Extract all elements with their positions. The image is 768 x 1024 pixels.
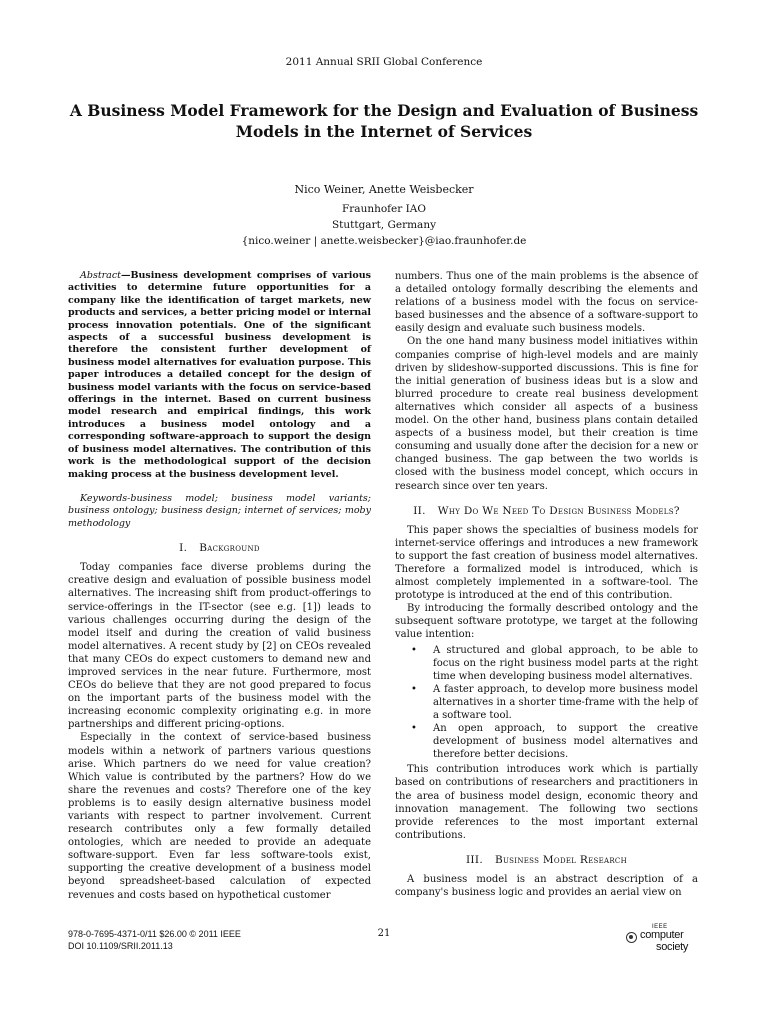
conference-header: 2011 Annual SRII Global Conference bbox=[285, 56, 483, 68]
left-column bbox=[68, 270, 371, 902]
list-item-text: An open approach, to support the creative development of business model alternatives and therefore better decisions. bbox=[433, 723, 698, 761]
paragraph: Especially in the context of service-based business models within a network of partners various questions arise. Which partners do we need for value creation? Which value is contributed by the partners? How do we share the revenues and costs? Therefore one of the key problems is to easily design alternative business model variants with respect to partner involvement. Current research contributes only a few formally detailed ontologies, which are needed to provide an adequate software-support. Even far less software-tools exist, supporting the creative development of a business model beyond spreadsheet-based calculation of expected revenues and costs based on hypothetical customer bbox=[68, 732, 371, 901]
paragraph: A business model is an abstract description of a company's business logic and provides an aerial view on bbox=[395, 874, 698, 899]
abstract bbox=[68, 270, 371, 481]
list-item-text: A structured and global approach, to be able to focus on the right business model parts at the right time when developing business model alternatives. bbox=[433, 644, 698, 682]
keywords: Keywords-business model; business model variants; business ontology; business design; internet of services; moby methodology bbox=[68, 492, 371, 529]
bullet-list bbox=[395, 644, 698, 762]
section-title: Why Do We Need To Design Business Models? bbox=[437, 504, 680, 517]
affiliation-city: Stuttgart, Germany bbox=[331, 219, 437, 231]
bullet-icon: • bbox=[411, 644, 417, 656]
section-title: Business Model Research bbox=[494, 853, 627, 866]
paragraph: On the one hand many business model initiatives within companies comprise of high-level models and are mainly driven by slideshow-supported discussions. This is fine for the initial generation of business ideas but is a slow and blurred procedure to create real business development alternatives which consider all aspects of a business model. On the other hand, business plans contain detailed aspects of a business model, but their creation is time consuming and usually done after the decision for a new or changed business. The gap between the two worlds is closed with the business model concept, which occurs in research since over ten years. bbox=[395, 336, 698, 492]
paragraph: This paper shows the specialties of business models for internet-service offerings and introduces a new framework to support the fast creation of business model alternatives. Therefore a formalized model is introduced, which is almost completely implemented in a software-tool. The prototype is introduced at the end of this contribution. bbox=[395, 524, 698, 602]
list-item-text: A faster approach, to develop more business model alternatives in a shorter time-frame with the help of a software tool. bbox=[433, 683, 698, 721]
society-logo-icon bbox=[626, 932, 637, 943]
page-number: 21 bbox=[377, 928, 391, 939]
abstract-text: —Business development comprises of various activities to determine future opportunities for a company like the identification of target markets, new products and services, a better pricing model or internal process innovation potentials. One of the significant aspects of a successful business development is therefore the consistent further development of business model alternatives for evaluation purpose. This paper introduces a detailed concept for the design of business model variants with the focus on service-based offerings in the internet. Based on current business model research and empirical findings, this work introduces a business model ontology and a corresponding software-approach to support the design of business model alternatives. The contribution of this work is the methodological support of the decision making process at the business development level. bbox=[68, 270, 371, 480]
right-column bbox=[395, 270, 698, 899]
list-item bbox=[411, 683, 698, 722]
footer-isbn: 978-0-7695-4371-0/11 $26.00 © 2011 IEEE bbox=[68, 929, 241, 939]
computer-society-logo bbox=[626, 924, 706, 954]
section-heading-research bbox=[395, 854, 698, 867]
bullet-icon: • bbox=[411, 723, 417, 735]
paper-title: A Business Model Framework for the Design and Evaluation of Business Models in the Internet of Services bbox=[69, 101, 699, 141]
section-number: I. bbox=[179, 542, 188, 555]
logo-ieee-text: IEEE bbox=[652, 924, 668, 930]
section-title: Background bbox=[199, 542, 260, 555]
paragraph: This contribution introduces work which is partially based on contributions of researchers and practitioners in the area of business model design, economic theory and innovation management. The following two sections provide references to the most important external contributions. bbox=[395, 764, 698, 841]
paragraph: numbers. Thus one of the main problems is the absence of a detailed ontology formally describing the elements and relations of a business model with the focus on service-based businesses and the absence of a software-support to easily design and evaluate such business models. bbox=[395, 271, 698, 335]
paragraph: By introducing the formally described ontology and the subsequent software prototype, we target at the following value intention: bbox=[395, 603, 698, 641]
section-heading-background bbox=[68, 542, 371, 555]
footer-doi: DOI 10.1109/SRII.2011.13 bbox=[68, 941, 173, 951]
section-number: III. bbox=[465, 853, 483, 866]
affiliation-email: {nico.weiner | anette.weisbecker}@iao.fraunhofer.de bbox=[241, 235, 527, 247]
list-item bbox=[411, 722, 698, 761]
list-item bbox=[411, 644, 698, 683]
author-names: Nico Weiner, Anette Weisbecker bbox=[294, 183, 474, 196]
abstract-lead: Abstract bbox=[80, 270, 121, 281]
bullet-icon: • bbox=[411, 683, 417, 695]
affiliation bbox=[0, 201, 768, 249]
paragraph: Today companies face diverse problems during the creative design and evaluation of possible business model alternatives. The increasing shift from product-offerings to service-offerings in the IT-sector (see e.g. [1]) leads to various challenges occurring during the design of the model itself and during the creation of valid business model alternatives. A recent study by [2] on CEOs revealed that many CEOs do expect customers to demand new and improved services in the near future. Furthermore, most CEOs do believe that they are not good prepared to focus on the important parts of the business model with the increasing economic complexity originating e.g. in more partnerships and different pricing-options. bbox=[68, 562, 371, 731]
section-heading-why-design bbox=[395, 505, 698, 518]
section-number: II. bbox=[413, 504, 426, 517]
logo-computer-text: computer bbox=[640, 929, 684, 941]
affiliation-institute: Fraunhofer IAO bbox=[342, 203, 426, 215]
logo-society-text: society bbox=[656, 941, 689, 953]
